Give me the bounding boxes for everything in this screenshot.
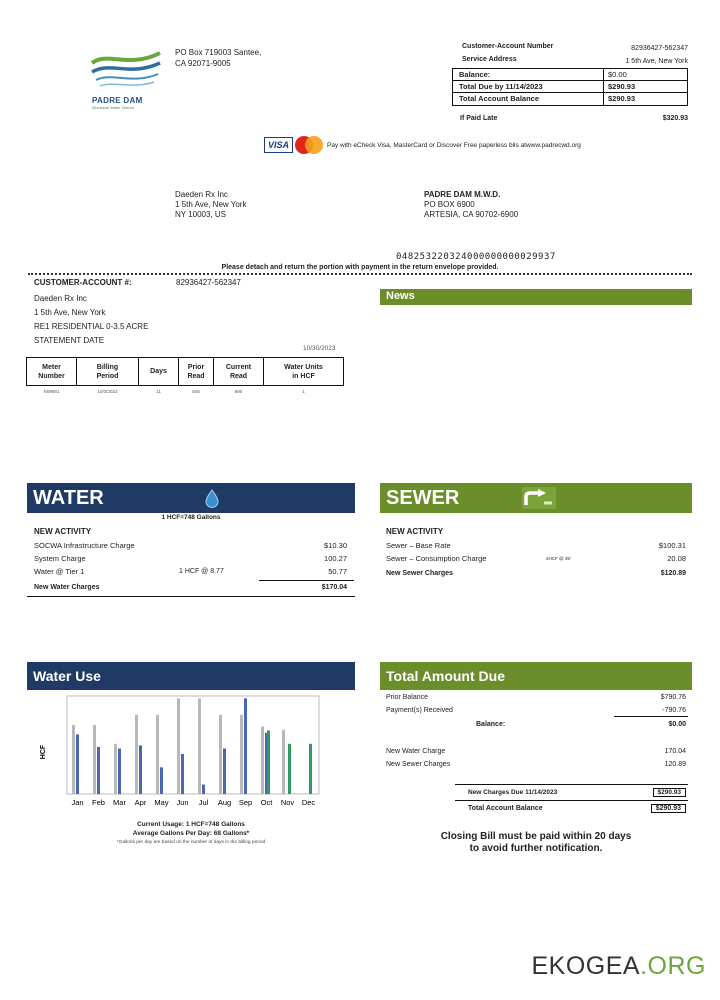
- bar-feb-series1: [97, 747, 100, 794]
- water-title: WATER: [33, 486, 104, 509]
- x-tick-label: Sep: [238, 798, 253, 807]
- charge-value: $100.31: [658, 541, 686, 550]
- sewer-total-row: [386, 567, 686, 580]
- water-total-label: New Water Charges: [34, 584, 100, 591]
- charge-row: [34, 539, 347, 552]
- sewer-section-header: [380, 483, 692, 513]
- amount-value: $790.76: [660, 694, 686, 701]
- amount-value: 170.04: [664, 748, 686, 755]
- x-tick-label: Nov: [280, 798, 295, 807]
- amount-label: Payment(s) Received: [386, 707, 453, 714]
- sewer-new-activity: NEW ACTIVITY: [386, 527, 444, 536]
- address-line: NY 10003, US: [175, 210, 226, 219]
- amount-row: [386, 758, 686, 771]
- charge-note: 1 HCF @ 8.77: [179, 568, 224, 575]
- amount-row: [386, 745, 686, 758]
- cell: 845: [192, 389, 200, 394]
- stub-line: Daeden Rx Inc: [34, 294, 87, 303]
- water-section-header: [27, 483, 355, 513]
- utility-mailing-address: [424, 190, 518, 220]
- bar-oct-series2: [267, 730, 270, 794]
- mastercard-icon: [295, 136, 323, 154]
- stub-line: STATEMENT DATE: [34, 336, 105, 345]
- new-charges-due-row: [468, 786, 686, 799]
- x-tick-label: Jan: [71, 798, 84, 807]
- balance-row: [453, 81, 687, 93]
- balance-rule: [614, 716, 688, 717]
- prior-balance-list: [386, 691, 686, 717]
- meter-header-row: [27, 358, 344, 386]
- stub-details: [34, 292, 148, 348]
- x-tick-label: Oct: [260, 798, 273, 807]
- bar-jan-series1: [76, 734, 79, 794]
- water-use-header: Water Use: [27, 662, 355, 690]
- bar-nov-series2: [288, 744, 291, 794]
- bar-may-series0: [156, 715, 159, 794]
- x-tick-label: Apr: [134, 798, 147, 807]
- amount-label: New Water Charge: [386, 748, 446, 755]
- watermark-suffix: .ORG: [640, 952, 706, 980]
- statement-date: 10/30/2023: [303, 345, 336, 352]
- col-prior-read: Prior Read: [179, 358, 214, 386]
- amount-label: Prior Balance: [386, 694, 429, 701]
- balance-box: [452, 68, 688, 106]
- charge-value: 100.27: [324, 554, 347, 563]
- paid-late-value: $320.93: [662, 115, 688, 122]
- table-row: [27, 386, 344, 398]
- bar-apr-series0: [135, 715, 138, 794]
- cell: 1: [302, 389, 305, 394]
- bar-sep-series1: [244, 698, 247, 794]
- ocr-scan-line: 048253220324000000000029937: [396, 252, 556, 262]
- water-unit-note: 1 HCF=748 Gallons: [161, 514, 221, 521]
- x-tick-label: Feb: [92, 798, 105, 807]
- amount-value: -790.76: [662, 707, 686, 714]
- water-use-captions: [27, 820, 355, 847]
- charge-value: 50.77: [328, 567, 347, 576]
- stub-account-label: CUSTOMER-ACCOUNT #:: [34, 278, 132, 287]
- news-header: News: [380, 289, 692, 305]
- service-address-label: Service Address: [462, 56, 517, 63]
- customer-account-value: 82936427-562347: [631, 45, 688, 52]
- remit-address: [175, 47, 261, 69]
- new-charges-rule: [455, 784, 688, 785]
- col-current-read: Current Read: [214, 358, 264, 386]
- stub-line: RE1 RESIDENTIAL 0-3.5 ACRE: [34, 322, 149, 331]
- plot-area: [67, 696, 319, 794]
- charge-label: System Charge: [34, 554, 86, 563]
- service-address-value: 1 5th Ave, New York: [625, 58, 688, 65]
- perforation-line: [28, 273, 692, 275]
- paid-late-label: If Paid Late: [460, 115, 498, 122]
- balance-label: Balance:: [476, 721, 506, 728]
- water-new-activity: NEW ACTIVITY: [34, 527, 92, 536]
- charge-value: $10.30: [324, 541, 347, 550]
- water-use-chart: [27, 690, 355, 815]
- amount-label: New Sewer Charges: [386, 761, 451, 768]
- x-tick-label: Mar: [113, 798, 126, 807]
- bar-dec-series2: [309, 744, 312, 794]
- remit-line: CA 92071-9005: [175, 59, 231, 68]
- bar-nov-series0: [282, 730, 285, 794]
- cell: N09881: [43, 389, 60, 394]
- sewer-pipe-icon: [522, 487, 556, 509]
- visa-icon: VISA: [264, 137, 293, 153]
- total-amount-due-header: Total Amount Due: [380, 662, 692, 690]
- bar-oct-series0: [261, 727, 264, 794]
- amount-value: 120.89: [664, 761, 686, 768]
- sewer-total-value: $120.89: [660, 570, 686, 577]
- usage-footnote: *Gallons per day are based on the number of days in the billing period: [116, 840, 266, 845]
- bar-jun-series0: [177, 698, 180, 794]
- balance-row-label: Balance:: [459, 70, 491, 79]
- stub-line: 1 5th Ave, New York: [34, 308, 106, 317]
- address-line: PO BOX 6900: [424, 200, 475, 209]
- water-bottom-rule: [27, 596, 355, 597]
- balance-row-value: $290.93: [603, 93, 681, 105]
- col-billing-period: Billing Period: [77, 358, 139, 386]
- bar-feb-series0: [93, 725, 96, 794]
- new-charges-due-label: New Charges Due 11/14/2023: [468, 789, 558, 796]
- bar-may-series1: [160, 767, 163, 794]
- charge-row: [386, 552, 686, 565]
- total-account-balance-value: $290.93: [651, 804, 686, 813]
- balance-row: [476, 718, 686, 731]
- customer-account-label: Customer-Account Number: [462, 43, 554, 50]
- balance-row-label: Total Account Balance: [459, 94, 540, 103]
- x-tick-label: Jun: [176, 798, 189, 807]
- customer-mailing-address: [175, 190, 246, 220]
- balance-row: [453, 93, 687, 105]
- balance-row-label: Total Due by 11/14/2023: [459, 82, 543, 91]
- closing-bill-notice: [380, 831, 692, 855]
- col-days: Days: [139, 358, 179, 386]
- charge-label: SOCWA Infrastructure Charge: [34, 541, 135, 550]
- cell: 11: [156, 389, 161, 394]
- cell: 10/3/2023: [97, 389, 118, 394]
- sewer-total-label: New Sewer Charges: [386, 570, 453, 577]
- closing-line: Closing Bill must be paid within 20 days: [440, 831, 632, 842]
- water-drop-icon: [205, 489, 219, 508]
- closing-line: to avoid further notification.: [469, 843, 603, 854]
- logo-subtitle: Municipal Water District: [92, 105, 134, 110]
- paid-late-row: [460, 115, 688, 122]
- amount-row: [386, 691, 686, 704]
- logo-name: PADRE DAM: [92, 96, 143, 105]
- bar-apr-series1: [139, 745, 142, 794]
- bar-jan-series0: [72, 725, 75, 794]
- stub-account-value: 82936427-562347: [176, 278, 241, 287]
- bar-jul-series0: [198, 698, 201, 794]
- water-charges-list: [34, 539, 347, 578]
- payment-methods: [264, 136, 581, 154]
- charge-label: Sewer – Consumption Charge: [386, 554, 487, 563]
- bar-mar-series1: [118, 749, 121, 794]
- sewer-title: SEWER: [386, 486, 460, 509]
- col-meter-number: Meter Number: [27, 358, 77, 386]
- payment-info-text: Pay with eCheck Visa, MasterCard or Discover Free paperless bils atwww.padrecwd.org: [327, 141, 581, 149]
- bar-aug-series1: [223, 749, 226, 794]
- charge-label: Sewer – Base Rate: [386, 541, 451, 550]
- average-gallons: Average Gallons Per Day: 68 Gallons*: [132, 830, 250, 837]
- charge-note: 2HCF @ 39': [546, 556, 571, 561]
- x-tick-label: Jul: [198, 798, 209, 807]
- watermark-logo: EKOGEA.ORG: [531, 952, 706, 980]
- x-tick-label: Dec: [301, 798, 316, 807]
- y-axis-label: HCF: [40, 744, 47, 760]
- address-line: Daeden Rx Inc: [175, 190, 228, 199]
- total-account-balance-label: Total Account Balance: [468, 805, 543, 812]
- new-charges-list: [386, 745, 686, 771]
- water-total-value: $170.04: [321, 584, 347, 591]
- charge-value: 20.08: [667, 554, 686, 563]
- bar-mar-series0: [114, 744, 117, 794]
- bar-jun-series1: [181, 754, 184, 794]
- bar-aug-series0: [219, 715, 222, 794]
- charge-row: [34, 552, 347, 565]
- charge-label: Water @ Tier 1: [34, 567, 85, 576]
- balance-value: $0.00: [668, 721, 686, 728]
- sewer-charges-list: [386, 539, 686, 565]
- balance-row-value: $290.93: [603, 81, 681, 92]
- bar-jul-series1: [202, 785, 205, 794]
- meter-table: [26, 357, 344, 397]
- col-water-units: Water Units in HCF: [264, 358, 344, 386]
- address-line: 1 5th Ave, New York: [175, 200, 247, 209]
- new-charges-due-value: $290.93: [653, 788, 687, 797]
- bar-sep-series0: [240, 715, 243, 794]
- balance-row: [453, 69, 687, 81]
- current-usage: Current Usage: 1 HCF=748 Gallons: [137, 821, 245, 828]
- balance-row-value: $0.00: [603, 69, 681, 80]
- water-total-row: [34, 581, 347, 594]
- x-tick-label: Aug: [217, 798, 232, 807]
- x-tick-label: May: [154, 798, 169, 807]
- total-account-balance-row: [468, 802, 686, 815]
- detach-instruction: Please detach and return the portion with payment in the return envelope provided.: [221, 264, 499, 271]
- remit-line: PO Box 719003 Santee,: [175, 48, 262, 57]
- address-line: PADRE DAM M.W.D.: [424, 190, 501, 199]
- charge-row: [34, 565, 347, 578]
- cell: 880: [234, 389, 243, 394]
- account-balance-rule: [455, 800, 688, 801]
- address-line: ARTESIA, CA 90702-6900: [424, 210, 519, 219]
- charge-row: [386, 539, 686, 552]
